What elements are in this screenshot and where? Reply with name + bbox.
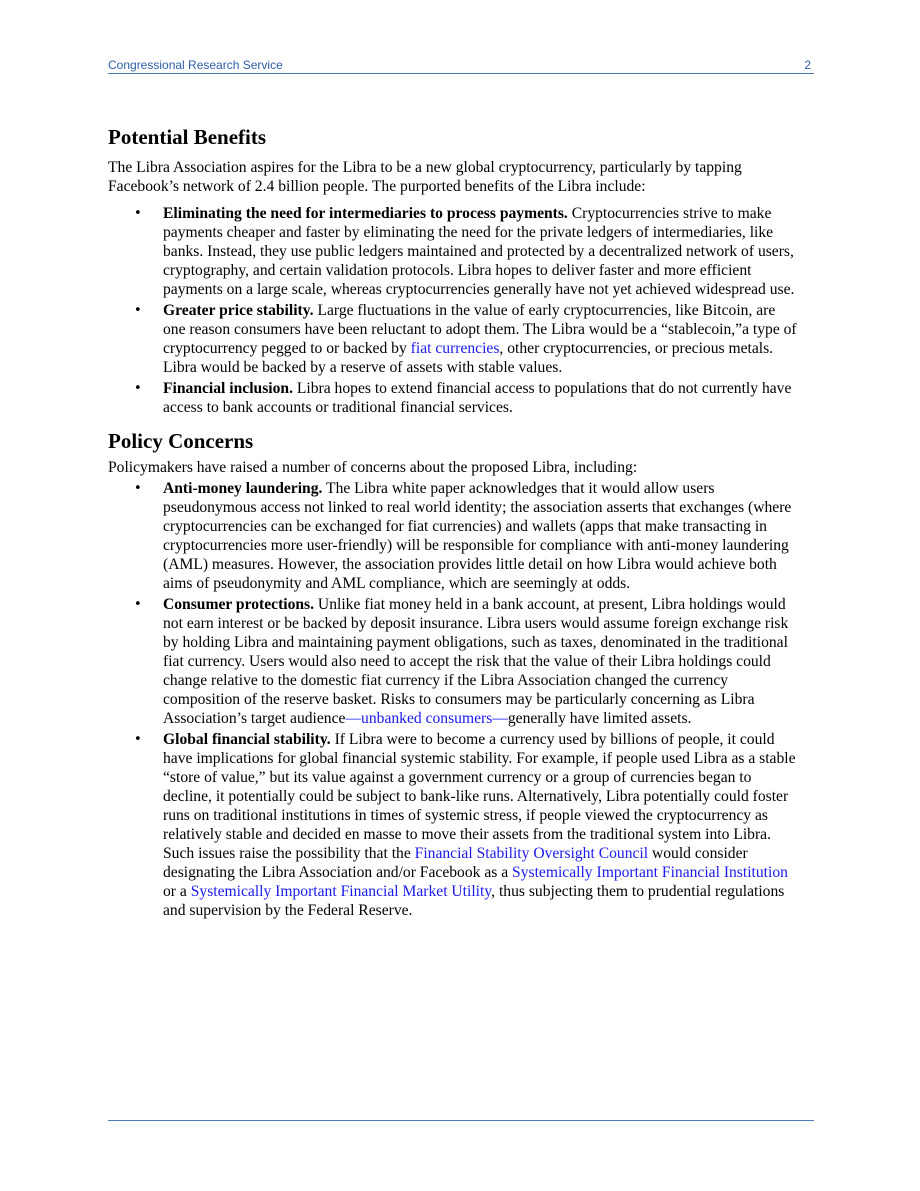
- item-text: , other cryptocurrencies, or precious metals. Libra would be backed by a reserve of assets with stable values.: [163, 340, 774, 376]
- list-item: [108, 301, 798, 377]
- unbanked-consumers-link[interactable]: —unbanked consumers—: [345, 710, 508, 727]
- bullet-icon: •: [134, 206, 142, 221]
- section-heading-benefits: Potential Benefits: [108, 125, 267, 149]
- list-item: [108, 595, 798, 728]
- item-lead: Anti-money laundering.: [163, 480, 323, 497]
- list-item: [108, 730, 798, 920]
- bullet-icon: •: [134, 481, 142, 496]
- benefits-intro: The Libra Association aspires for the Libra to be a new global cryptocurrency, particularly by tapping Facebook’s network of 2.4 billion people. The purported benefits of the Libra include:: [108, 159, 742, 195]
- page-header: [108, 57, 814, 74]
- item-lead: Consumer protections.: [163, 596, 315, 613]
- item-text: If Libra were to become a currency used by billions of people, it could have implications for global financial systemic stability. For example, if people used Libra as a stable “store of value,” but its value against a government currency or a group of currencies began to decline, it potentially could be subject to bank-like runs. Alternatively, Libra potentially could foster runs on traditional institutions in times of systemic stress, if people viewed the cryptocurrency as relatively stable and decided en masse to move their assets from the traditional system into Libra. Such issues raise the possibility that the: [163, 731, 796, 862]
- item-text: Libra hopes to extend financial access to populations that do not currently have access to bank accounts or traditional financial services.: [163, 380, 792, 416]
- list-item: [108, 479, 798, 593]
- item-lead: Greater price stability.: [163, 302, 314, 319]
- footer-divider: [108, 1120, 814, 1121]
- item-text: , thus subjecting them to prudential regulations and supervision by the Federal Reserve.: [163, 883, 785, 919]
- sifi-link[interactable]: Systemically Important Financial Institution: [512, 864, 788, 881]
- main-content: [108, 124, 798, 920]
- list-item: [108, 379, 798, 417]
- item-lead: Financial inclusion.: [163, 380, 293, 397]
- bullet-icon: •: [134, 303, 142, 318]
- item-lead: Eliminating the need for intermediaries to process payments.: [163, 205, 568, 222]
- item-text: would consider designating the Libra Association and/or Facebook as a: [163, 845, 748, 881]
- fiat-currencies-link[interactable]: fiat currencies: [410, 340, 500, 357]
- bullet-icon: •: [134, 381, 142, 396]
- item-text: Large fluctuations in the value of early cryptocurrencies, like Bitcoin, are one reason consumers have been reluctant to adopt them. The Libra would be a “stablecoin,”a type of cryptocurrency pegged to or backed by: [163, 302, 797, 357]
- item-text: Cryptocurrencies strive to make payments cheaper and faster by eliminating the need for the private ledgers of intermediaries, like banks. Instead, they use public ledgers maintained and protected by a decentralized network of users, cryptography, and certain validation protocols. Libra hopes to deliver faster and more efficient payments on a large scale, whereas cryptocurrencies generally have not yet achieved widespread use.: [163, 205, 795, 298]
- fsoc-link[interactable]: Financial Stability Oversight Council: [414, 845, 649, 862]
- concerns-list: [108, 479, 798, 920]
- benefits-list: [108, 204, 798, 417]
- bullet-icon: •: [134, 732, 142, 747]
- item-text: generally have limited assets.: [507, 710, 692, 727]
- item-text: Unlike fiat money held in a bank account, at present, Libra holdings would not earn interest or be backed by deposit insurance. Libra users would assume foreign exchange risk by holding Libra and maintaining payment obligations, such as taxes, denominated in the traditional fiat currency. Users would also need to accept the risk that the value of their Libra holdings could change relative to the domestic fiat currency if the Libra Association changed the currency composition of the reserve basket. Risks to consumers may be particularly concerning as Libra Association’s target audience: [163, 596, 789, 727]
- item-text: The Libra white paper acknowledges that it would allow users pseudonymous access not linked to real world identity; the association asserts that exchanges (where cryptocurrencies can be exchanged for fiat currencies) and wallets (apps that make transacting in cryptocurrencies more user-friendly) will be responsible for compliance with anti-money laundering (AML) measures. However, the association provides little detail on how Libra would achieve both aims of pseudonymity and AML compliance, which are seemingly at odds.: [163, 480, 792, 592]
- item-lead: Global financial stability.: [163, 731, 331, 748]
- list-item: [108, 204, 798, 299]
- sifmu-link[interactable]: Systemically Important Financial Market Utility: [190, 883, 492, 900]
- header-organization: Congressional Research Service: [108, 58, 283, 72]
- item-text: or a: [163, 883, 191, 900]
- bullet-icon: •: [134, 597, 142, 612]
- header-page-number: 2: [804, 58, 811, 72]
- concerns-intro: Policymakers have raised a number of concerns about the proposed Libra, including:: [108, 459, 638, 476]
- section-heading-concerns: Policy Concerns: [108, 429, 254, 453]
